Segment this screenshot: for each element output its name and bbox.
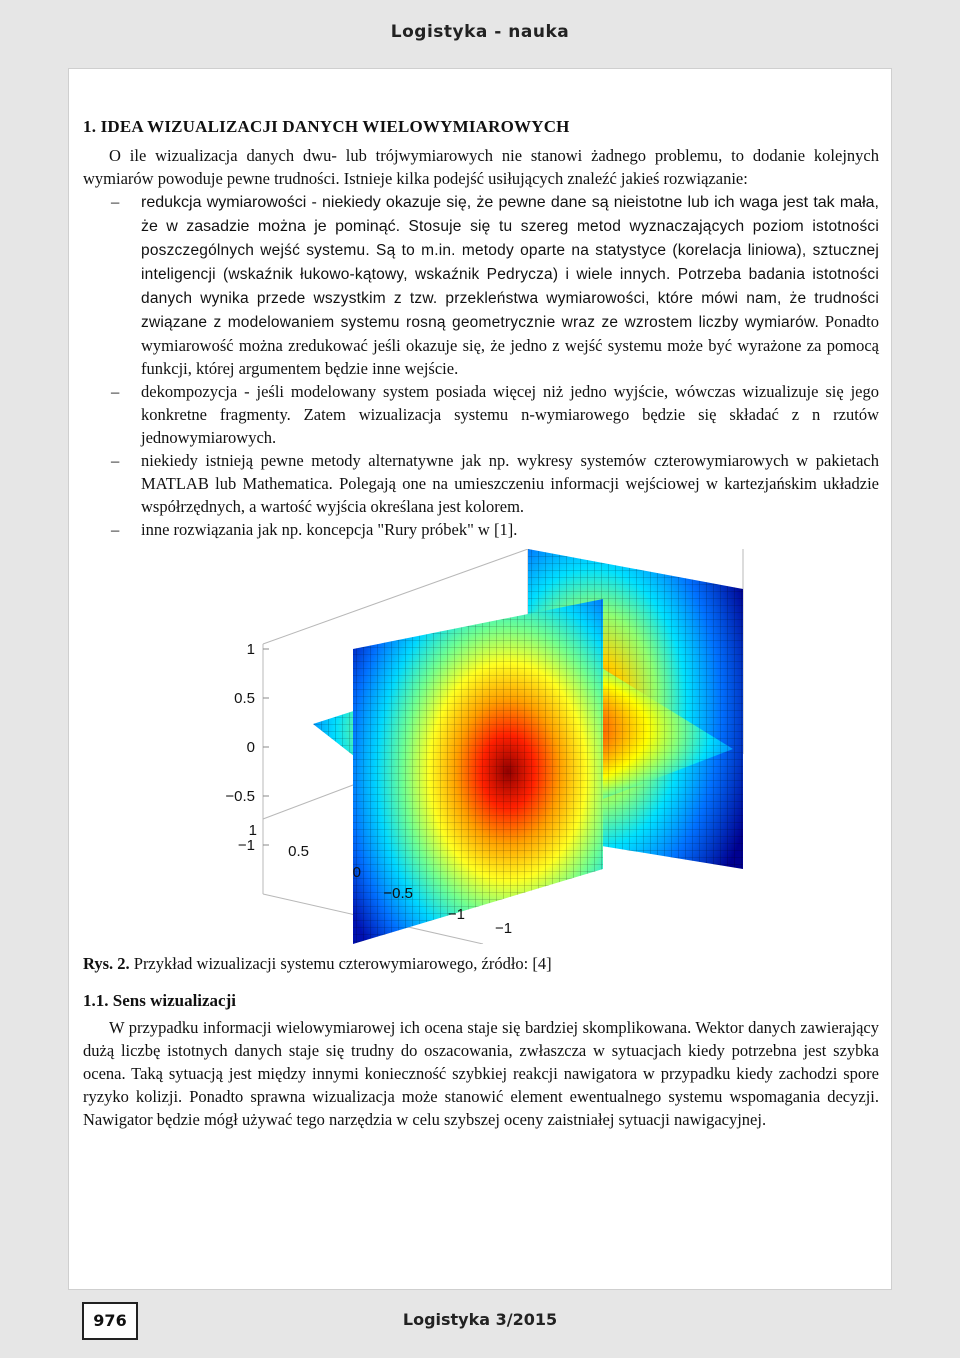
footer-journal-title: Logistyka 3/2015 xyxy=(402,1310,558,1329)
caption-label: Rys. 2. xyxy=(83,954,130,973)
y-tick-label: 1 xyxy=(248,822,257,839)
intro-paragraph: O ile wizualizacja danych dwu- lub trójwymiarowych nie stanowi żadnego problemu, to dodanie kolejnych wymiarów powoduje pewne trudności. Istnieje kilka podejść usiłujących znaleźć jakieś rozwiązanie: xyxy=(83,146,879,188)
bullet-text: inne rozwiązania jak np. koncepcja "Rury próbek" w [1]. xyxy=(141,520,518,539)
list-item xyxy=(83,380,879,449)
page-number-box: 976 xyxy=(82,1302,138,1340)
bullet-text: niekiedy istnieją pewne metody alternatywne jak np. wykresy systemów czterowymiarowych w pakietach MATLAB lub Mathematica. Polegają one na umieszczeniu informacji wejściowej w kartezjańskim układzie współrzędnych, a wartość wyjścia określana jest kolorem. xyxy=(141,451,879,516)
y-tick-label: −0.5 xyxy=(383,885,413,902)
approaches-list xyxy=(83,190,879,541)
list-item xyxy=(83,449,879,518)
y-tick-label: 0.5 xyxy=(288,843,309,860)
figure-caption xyxy=(83,952,879,975)
article-body xyxy=(83,115,879,1131)
z-axis-ticks xyxy=(225,641,269,854)
dash-bullet: – xyxy=(111,192,120,211)
z-tick-label: 0.5 xyxy=(234,690,255,707)
bullet-text: dekompozycja - jeśli modelowany system posiada więcej niż jedno wyjście, wówczas wizualizuje się jego konkretne fragmenty. Zatem wizualizacja systemu n-wymiarowego będzie się składać z n rzutów jednowymiarowych. xyxy=(141,382,879,447)
dash-bullet: – xyxy=(111,520,120,539)
page-sheet xyxy=(68,68,892,1290)
bullet-text-b: Stosuje się tu szereg metod wyznaczających poziom istotności poszczególnych wejść systemu. Są to m.in. metody oparte na statystyce (korelacja liniowa), sztucznej inteligencji (wskaźnik łukowo-kątowy, wskaźnik Pedrycza) i wiele innych. Potrzeba badania istotności danych wynika przede wszystkim z tzw. przekleństwa wymiarowości, które mówi nam, że trudności związane z modelowaniem systemu rosną geometrycznie wraz ze wzrostem liczby wymiarów. xyxy=(141,218,879,331)
running-header: Logistyka - nauka xyxy=(390,22,570,42)
y-tick-label: −1 xyxy=(447,906,465,923)
caption-text: Przykład wizualizacji systemu czterowymiarowego, źródło: [4] xyxy=(129,954,552,973)
y-tick-label: 0 xyxy=(352,864,361,881)
x-axis-ticks xyxy=(495,920,512,937)
bullet-text-c: Ponadto wymiarowość można zredukować jeśli okazuje się, że jedno z wejść systemu może być wyrażone za pomocą funkcji, której argumentem będzie inne wejście. xyxy=(141,312,879,378)
z-tick-label: 1 xyxy=(246,641,255,658)
subsection-heading: 1.1. Sens wizualizacji xyxy=(83,991,236,1010)
slice-plot-svg xyxy=(83,549,879,944)
z-tick-label: 0 xyxy=(246,739,255,756)
x-tick-label: −1 xyxy=(495,920,513,937)
list-item xyxy=(83,190,879,380)
dash-bullet: – xyxy=(111,382,120,401)
figure-4d-slice-plot xyxy=(83,549,879,944)
list-item xyxy=(83,518,879,541)
z-tick-label: −1 xyxy=(237,837,255,854)
section-heading: 1. IDEA WIZUALIZACJI DANYCH WIELOWYMIAROWYCH xyxy=(83,117,570,136)
z-tick-label: −0.5 xyxy=(225,788,255,805)
bullet-text-a: redukcja wymiarowości - niekiedy okazuje się, że pewne dane są nieistotne lub ich waga jest tak mała, że w zasadzie można je pominąć. xyxy=(141,194,879,235)
subsection-paragraph: W przypadku informacji wielowymiarowej ich ocena staje się bardziej skomplikowana. Wektor danych zawierający dużą liczbę istotnych danych staje się trudny do oszacowania, zwłaszcza w sytuacjach kiedy potrzebna jest szybka ocena. Taką sytuacją jest między innymi konieczność szybkiej reakcji nawigatora w przypadku kiedy zachodzi spore ryzyko kolizji. Ponadto sprawna wizualizacja może stanowić element ewentualnego systemu wspomagania decyzji. Nawigator będzie mógł używać tego narzędzia w celu szybszej oceny zaistniałej sytuacji nawigacyjnej. xyxy=(83,1018,879,1129)
dash-bullet: – xyxy=(111,451,120,470)
